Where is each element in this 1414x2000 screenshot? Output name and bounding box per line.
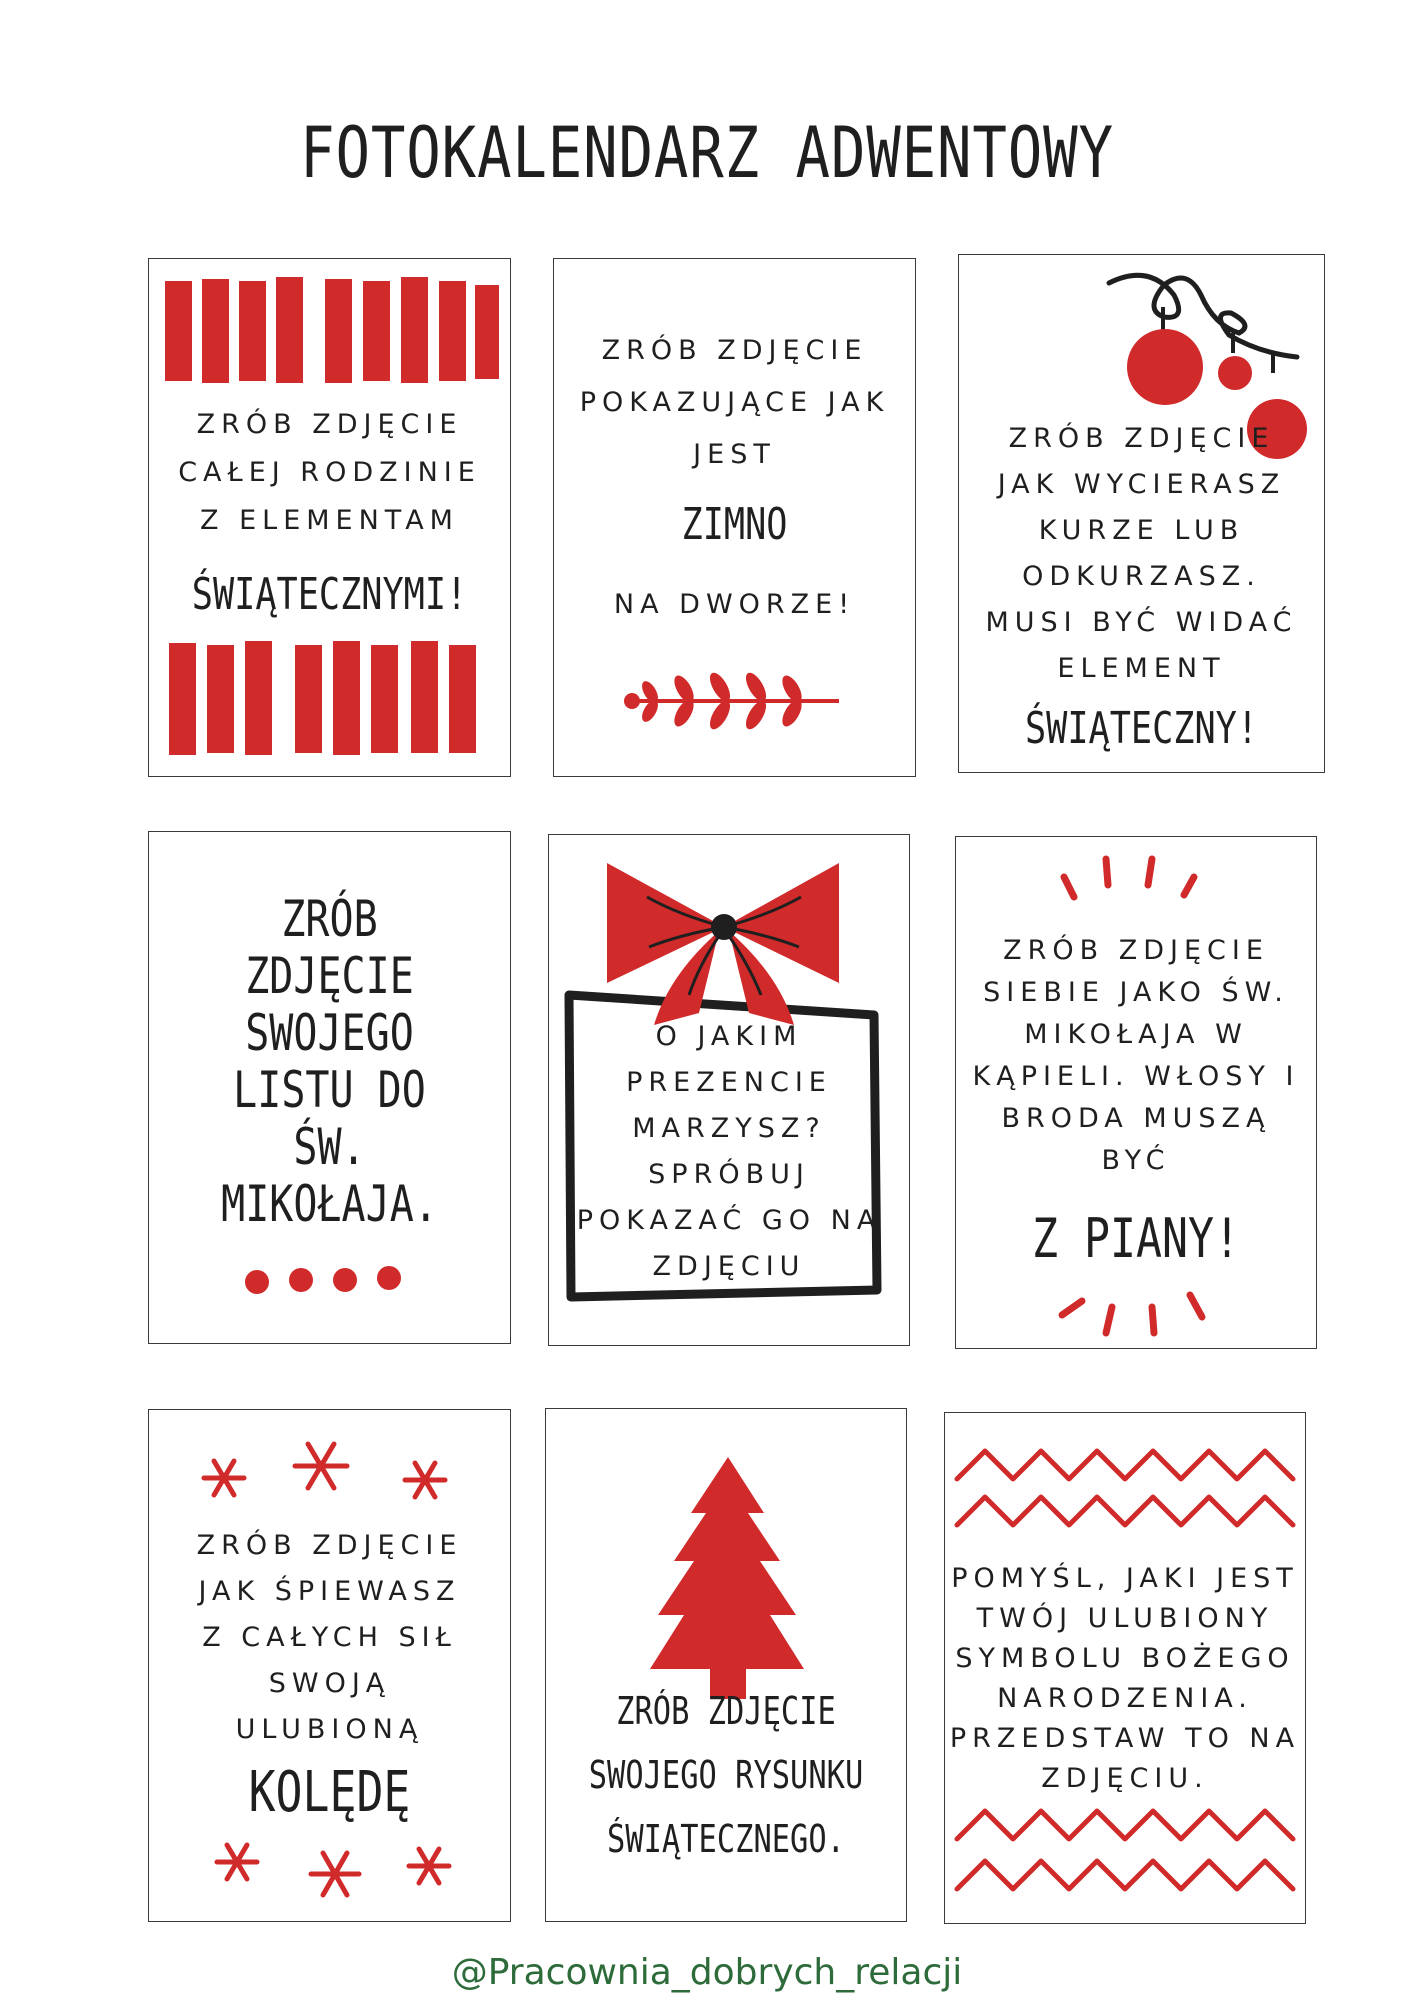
card-3-line-5: MUSI BYĆ WIDAĆ — [985, 607, 1298, 638]
card-4-line-6: MIKOŁAJA. — [221, 1175, 438, 1233]
card-1 — [148, 258, 511, 777]
card-3-line-6: ELEMENT — [1057, 653, 1226, 684]
card-7-line-4: SWOJĄ — [268, 1668, 391, 1699]
card-8-line-3: ŚWIĄTECZNEGO. — [607, 1817, 845, 1861]
card-5-line-2: PREZENCIE — [626, 1067, 832, 1098]
card-5-line-4: SPRÓBUJ — [648, 1159, 810, 1190]
card-9-line-3: SYMBOLU BOŻEGO — [955, 1643, 1295, 1674]
card-9-line-5: PRZEDSTAW TO NA — [949, 1723, 1301, 1754]
card-1-line-1: ZRÓB ZDJĘCIE — [196, 409, 463, 440]
card-5-line-5: POKAZAĆ GO NA — [576, 1205, 882, 1236]
card-8 — [545, 1408, 907, 1922]
card-1-highlight: ŚWIĄTECZNYMI! — [191, 569, 468, 620]
card-3-highlight: ŚWIĄTECZNY! — [1024, 703, 1259, 754]
card-8-line-2: SWOJEGO RYSUNKU — [588, 1753, 864, 1797]
card-3 — [958, 254, 1325, 773]
card-2-highlight: ZIMNO — [681, 499, 788, 550]
card-9-line-4: NARODZENIA. — [997, 1683, 1253, 1714]
card-1-line-3: Z ELEMENTAM — [200, 505, 459, 536]
red-dots-decoration — [149, 832, 511, 1344]
card-3-line-3: KURZE LUB — [1038, 515, 1245, 546]
card-7-highlight: KOLĘDĘ — [248, 1760, 411, 1825]
card-4-line-4: LISTU DO — [233, 1061, 426, 1119]
card-5-line-3: MARZYSZ? — [632, 1113, 826, 1144]
card-4-line-2: ZDJĘCIE — [245, 947, 414, 1005]
card-7-line-1: ZRÓB ZDJĘCIE — [196, 1530, 463, 1561]
card-9-line-6: ZDJĘCIU. — [1041, 1763, 1209, 1794]
card-3-line-2: JAK WYCIERASZ — [997, 469, 1286, 500]
card-5 — [548, 834, 910, 1346]
card-6-line-5: BRODA MUSZĄ — [1001, 1103, 1271, 1134]
card-6-line-4: KĄPIELI. WŁOSY I — [972, 1061, 1300, 1092]
card-4-line-3: SWOJEGO — [245, 1004, 414, 1062]
card-1-line-2: CAŁEJ RODZINIE — [178, 457, 481, 488]
card-3-line-4: ODKURZASZ. — [1022, 561, 1261, 592]
card-6-line-1: ZRÓB ZDJĘCIE — [1003, 935, 1269, 966]
card-6-line-3: MIKOŁAJA W — [1024, 1019, 1248, 1050]
card-2 — [553, 258, 916, 777]
card-7-line-5: ULUBIONĄ — [235, 1714, 424, 1745]
card-7-line-3: Z CAŁYCH SIŁ — [202, 1622, 457, 1653]
card-2-line-3: JEST — [693, 439, 776, 470]
card-2-line-1: ZRÓB ZDJĘCIE — [601, 335, 868, 366]
card-7 — [148, 1409, 511, 1922]
card-3-line-1: ZRÓB ZDJĘCIE — [1008, 423, 1275, 454]
card-9-line-2: TWÓJ ULUBIONY — [976, 1603, 1274, 1634]
card-5-line-1: O JAKIM — [655, 1021, 803, 1052]
card-9 — [944, 1412, 1306, 1924]
card-6-line-6: BYĆ — [1101, 1145, 1171, 1176]
card-6 — [955, 836, 1317, 1349]
card-2-after: NA DWORZE! — [613, 589, 856, 620]
card-4-line-1: ZRÓB — [281, 890, 378, 948]
page-title: FOTOKALENDARZ ADWENTOWY — [300, 112, 1114, 194]
card-8-line-1: ZRÓB ZDJĘCIE — [616, 1689, 836, 1733]
card-7-line-2: JAK ŚPIEWASZ — [198, 1576, 461, 1607]
card-4-line-5: ŚW. — [293, 1118, 366, 1176]
card-6-line-2: SIEBIE JAKO ŚW. — [983, 977, 1289, 1008]
card-6-highlight: Z PIANY! — [1031, 1207, 1241, 1270]
card-9-line-1: POMYŚL, JAKI JEST — [951, 1563, 1299, 1594]
footer-handle: @Pracownia_dobrych_relacji — [451, 1952, 963, 1993]
card-2-line-2: POKAZUJĄCE JAK — [579, 387, 890, 418]
card-5-line-6: ZDJĘCIU — [652, 1251, 806, 1282]
card-4 — [148, 831, 511, 1344]
